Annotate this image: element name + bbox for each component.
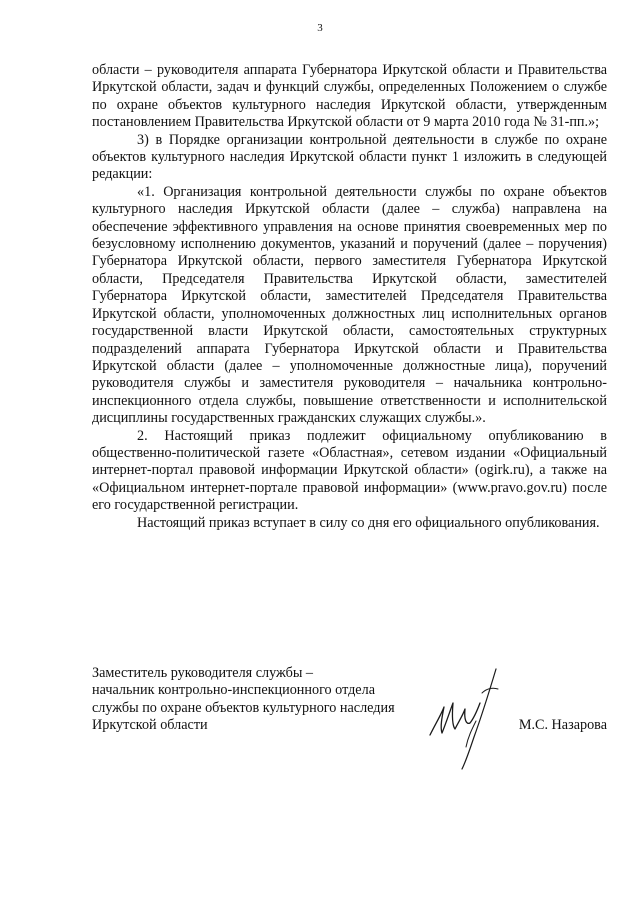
paragraph: Настоящий приказ вступает в силу со дня его официального опубликования.: [137, 514, 600, 531]
document-body: [92, 62, 607, 532]
paragraph: 3) в Порядке организации контрольной деятельности в службе по охране объектов культурного наследия Иркутской области пункт 1 изложить в следующей редакции:: [92, 131, 607, 183]
signatory-position-line: начальник контрольно-инспекционного отдела: [92, 682, 375, 699]
page-number: 3: [317, 22, 323, 34]
signatory-position: [92, 665, 395, 735]
paragraph: области – руководителя аппарата Губернатора Иркутской области и Правительства Иркутской области, задач и функций службы, определенных Положением о службе по охране объектов культурного наследия Иркутской области, утвержденным постановлением Правительства Иркутской области от 9 марта 2010 года № 31-пп.»;: [92, 62, 607, 131]
signatory-position-line: Иркутской области: [92, 717, 208, 734]
signatory-position-line: Заместитель руководителя службы –: [92, 665, 314, 681]
paragraph: «1. Организация контрольной деятельности службы по охране объектов культурного наследия Иркутской области (далее – служба) направлена на обеспечение эффективного управления на основе принятия своевременных мер по безусловному исполнению документов, указаний и поручений (далее – поручения) Губернатора Иркутской области, первого заместителя Губернатора Иркутской области, Председателя Правительства Иркутской области, заместителей Губернатора Иркутской области, заместителей Председателя Правительства Иркутской области, уполномоченных должностных лиц исполнительных органов государственной власти Иркутской области, самостоятельных структурных подразделений аппарата Губернатора Иркутской области и Правительства Иркутской области (далее – уполномоченные должностные лица), поручений руководителя службы и заместителя руководителя – начальника контрольно-инспекционного отдела службы, повышение ответственности и исполнительской дисциплины государственных гражданских служащих службы.».: [92, 183, 607, 427]
paragraph: 2. Настоящий приказ подлежит официальному опубликованию в общественно-политической газете «Областная», сетевом издании «Официальный интернет-портал правовой информации Иркутской области» (ogirk.ru), а также на «Официальном интернет-портале правовой информации» (www.pravo.gov.ru) после его государственной регистрации.: [92, 427, 607, 514]
signatory-name: М.С. Назарова: [518, 717, 607, 733]
handwritten-signature: [422, 663, 512, 773]
signature-block: [92, 665, 607, 775]
signatory-position-line: службы по охране объектов культурного наследия: [92, 699, 395, 716]
